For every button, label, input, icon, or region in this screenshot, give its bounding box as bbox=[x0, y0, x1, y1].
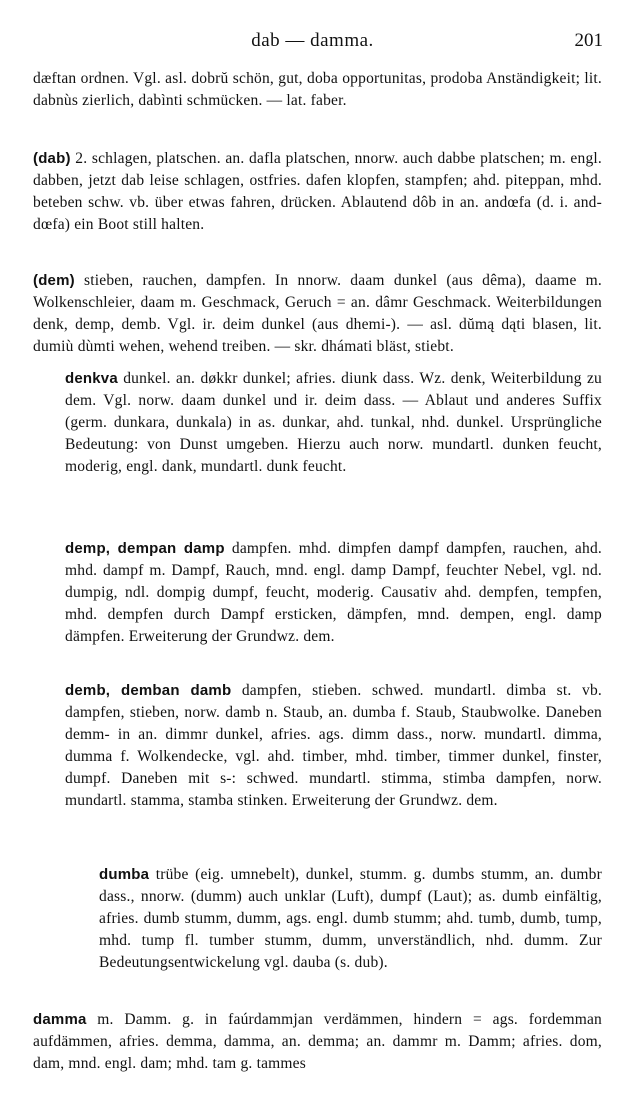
entry-lemma: (dem) bbox=[33, 272, 75, 289]
entry-continuation bbox=[33, 68, 602, 112]
entry-denkva bbox=[65, 368, 602, 478]
entry-text: dæftan ordnen. Vgl. asl. dobrŭ schön, gut, doba opportunitas, prodoba Anständigkeit; lit. dabnùs zierlich, dabìnti schmücken. — lat. faber. bbox=[33, 70, 602, 109]
entry-dab bbox=[33, 148, 602, 236]
entry-text: dunkel. an. døkkr dunkel; afries. diunk dass. Wz. denk, Weiterbildung zu dem. Vgl. norw. daam dunkel und ir. deim dass. — Ablaut und anderes Suffix (germ. dunkara, dunkala) in as. dunkar, ahd. tunkal, nhd. dunkel. Ursprüngliche Bedeutung: von Dunst umgeben. Hierzu auch norw. mundartl. dunken feucht, moderig, engl. dank, mundartl. dunk feucht. bbox=[65, 370, 602, 475]
entry-text: stieben, rauchen, dampfen. In nnorw. daam dunkel (aus dêma), daame m. Wolkenschleier, daam m. Geschmack, Geruch = an. dâmr Geschmack. Weiterbildungen denk, demp, demb. Vgl. ir. deim dunkel (aus dhemi-). — asl. dŭmą dąti blasen, lit. dumiù dùmti wehen, wehend treiben. — skr. dhámati bläst, stiebt. bbox=[33, 272, 602, 355]
entry-text: dampfen, stieben. schwed. mundartl. dimba st. vb. dampfen, stieben, norw. damb n. Staub, an. dumba f. Staub, Staubwolke. Daneben demm- in an. dimmr dunkel, afries. ags. dimm dass., norw. mundartl. dimma, dumma f. Wolkendecke, vgl. ahd. timber, mhd. timber, timmer dunkel, finster, dumpf. Daneben mit s-: schwed. mundartl. stimma, stimba dampfen, norw. mundartl. stamma, stamba stinken. Erweiterung der Grundwz. dem. bbox=[65, 682, 602, 809]
entry-dumba bbox=[99, 864, 602, 974]
entry-lemma: dumba bbox=[99, 866, 150, 883]
entry-demb bbox=[65, 680, 602, 812]
entry-text: dampfen. mhd. dimpfen dampf dampfen, rauchen, ahd. mhd. dampf m. Dampf, Rauch, mnd. engl. damp Dampf, feuchter Nebel, vgl. nd. dumpig, ndl. dompig dumpf, feucht, moderig. Causativ ahd. dempfen, tempfen, mhd. dempfen durch Dampf ersticken, dämpfen, mnd. dempen, engl. damp dämpfen. Erweiterung der Grundwz. dem. bbox=[65, 540, 602, 645]
entry-lemma: denkva bbox=[65, 370, 118, 387]
entry-lemma: demb, demban damb bbox=[65, 682, 232, 699]
page-header bbox=[0, 30, 625, 54]
entry-lemma: demp, dempan damp bbox=[65, 540, 225, 557]
entry-lemma: (dab) bbox=[33, 150, 71, 167]
running-head: dab — damma. bbox=[251, 30, 374, 51]
page-number: 201 bbox=[574, 30, 603, 51]
entry-lemma: damma bbox=[33, 1011, 87, 1028]
entry-text: m. Damm. g. in faúrdammjan verdämmen, hindern = ags. fordemman aufdämmen, afries. demma, damma, an. demma; an. dammr m. Damm; afries. dom, dam, mnd. engl. dam; mhd. tam g. tammes bbox=[33, 1011, 602, 1072]
entry-damma bbox=[33, 1009, 602, 1075]
entry-dem bbox=[33, 270, 602, 358]
entry-text: 2. schlagen, platschen. an. dafla platschen, nnorw. auch dabbe platschen; m. engl. dabben, jetzt dab leise schlagen, ostfries. dafen klopfen, stampfen; ahd. piteppan, mhd. beteben schw. vb. über etwas fahren, drücken. Ablautend dôb in an. andœfa (d. i. and-dœfa) ein Boot still halten. bbox=[33, 150, 602, 233]
entry-text: trübe (eig. umnebelt), dunkel, stumm. g. dumbs stumm, an. dumbr dass., nnorw. (dumm) auch unklar (Luft), dumpf (Laut); as. dumb einfältig, afries. dumb stumm, dumm, ags. engl. dumb stumm; ahd. tumb, dumb, tump, mhd. tump fl. tumber stumm, dumm, unverständlich, nhd. dumm. Zur Bedeutungsentwickelung vgl. dauba (s. dub). bbox=[99, 866, 602, 971]
entry-demp bbox=[65, 538, 602, 648]
